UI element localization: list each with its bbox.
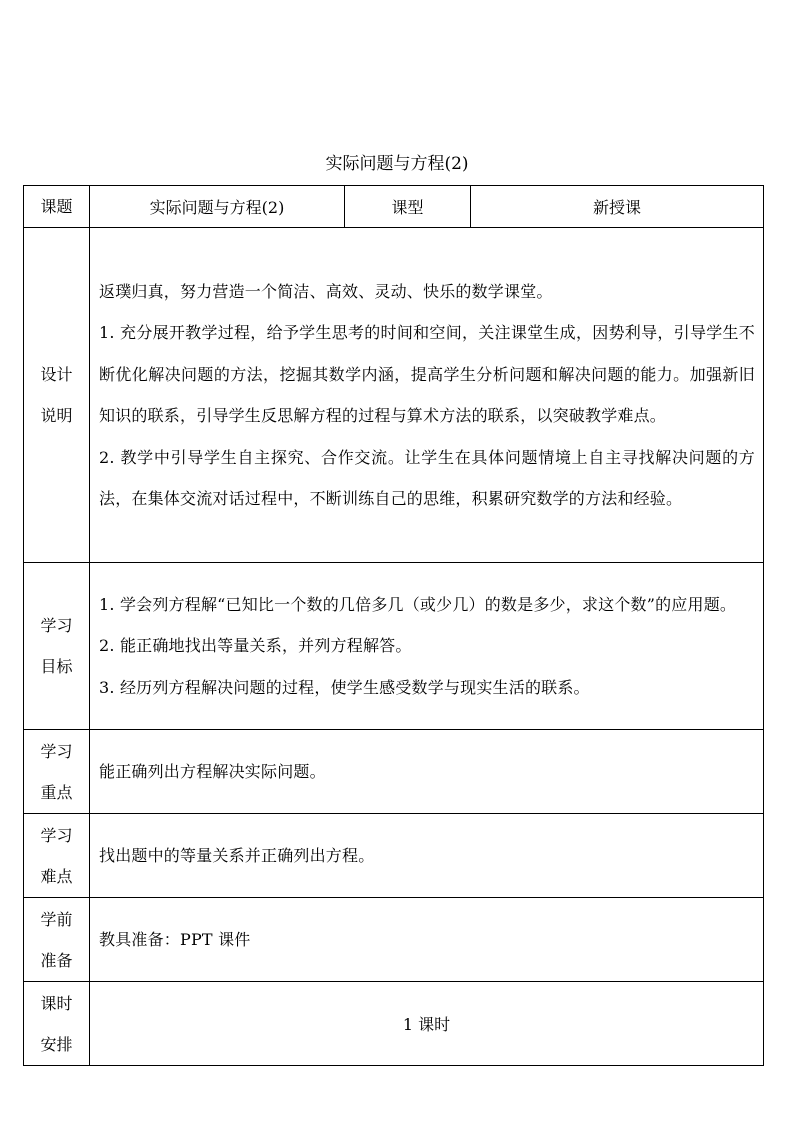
goal-item: 1. 学会列方程解“已知比一个数的几倍多几（或少几）的数是多少，求这个数”的应用题。 (99, 594, 737, 614)
preparation-row (24, 898, 764, 982)
difficulties-label (24, 814, 90, 898)
design-label-line1: 设计 (40, 365, 73, 384)
goal-item: 2. 能正确地找出等量关系，并列方程解答。 (99, 636, 412, 656)
key-points-content (90, 730, 764, 814)
key-points-text: 能正确列出方程解决实际问题。 (99, 761, 326, 781)
goals-row (24, 563, 764, 730)
lesson-plan-table (23, 185, 764, 1066)
goal-item: 3. 经历列方程解决问题的过程，使学生感受数学与现实生活的联系。 (99, 677, 590, 697)
document-title: 实际问题与方程(2) (325, 154, 469, 174)
preparation-content (90, 898, 764, 982)
lesson-type-value: 新授课 (471, 186, 764, 228)
schedule-row (24, 982, 764, 1066)
schedule-label-line2: 安排 (40, 1034, 73, 1054)
goals-label-line1: 学习 (40, 616, 73, 635)
schedule-label (24, 982, 90, 1066)
design-paragraph: 2. 教学中引导学生自主探究、合作交流。让学生在具体问题情境上自主寻找解决问题的方法，在集体交流对话过程中，不断训练自己的思维，积累研究数学的方法和经验。 (99, 447, 755, 508)
preparation-label-line1: 学前 (40, 909, 73, 929)
preparation-label (24, 898, 90, 982)
difficulties-text: 找出题中的等量关系并正确列出方程。 (99, 845, 375, 865)
key-points-label (24, 730, 90, 814)
preparation-label-line2: 准备 (40, 950, 73, 970)
goals-content (90, 563, 764, 730)
topic-row (24, 186, 764, 228)
key-points-label-line2: 重点 (40, 782, 73, 802)
difficulties-label-line1: 学习 (40, 825, 73, 845)
lesson-type-label: 课型 (345, 186, 471, 228)
difficulties-label-line2: 难点 (40, 866, 73, 886)
difficulties-row (24, 814, 764, 898)
topic-label: 课题 (24, 186, 90, 228)
schedule-label-line1: 课时 (40, 993, 73, 1013)
design-label-line2: 说明 (40, 406, 73, 425)
design-paragraph: 1. 充分展开教学过程，给予学生思考的时间和空间，关注课堂生成，因势利导，引导学生不断优化解决问题的方法，挖掘其数学内涵，提高学生分析问题和解决问题的能力。加强新旧知识的联系，引导学生反思解方程的过程与算术方法的联系，以突破教学难点。 (99, 323, 755, 425)
key-points-row (24, 730, 764, 814)
design-content (90, 228, 764, 563)
preparation-text: 教具准备：PPT 课件 (99, 929, 251, 949)
topic-value: 实际问题与方程(2) (90, 186, 345, 228)
goals-label (24, 563, 90, 730)
schedule-content: 1 课时 (90, 982, 764, 1066)
design-label (24, 228, 90, 563)
design-row (24, 228, 764, 563)
goals-label-line2: 目标 (40, 657, 73, 676)
design-paragraph: 返璞归真，努力营造一个简洁、高效、灵动、快乐的数学课堂。 (99, 281, 553, 301)
key-points-label-line1: 学习 (40, 741, 73, 761)
difficulties-content (90, 814, 764, 898)
